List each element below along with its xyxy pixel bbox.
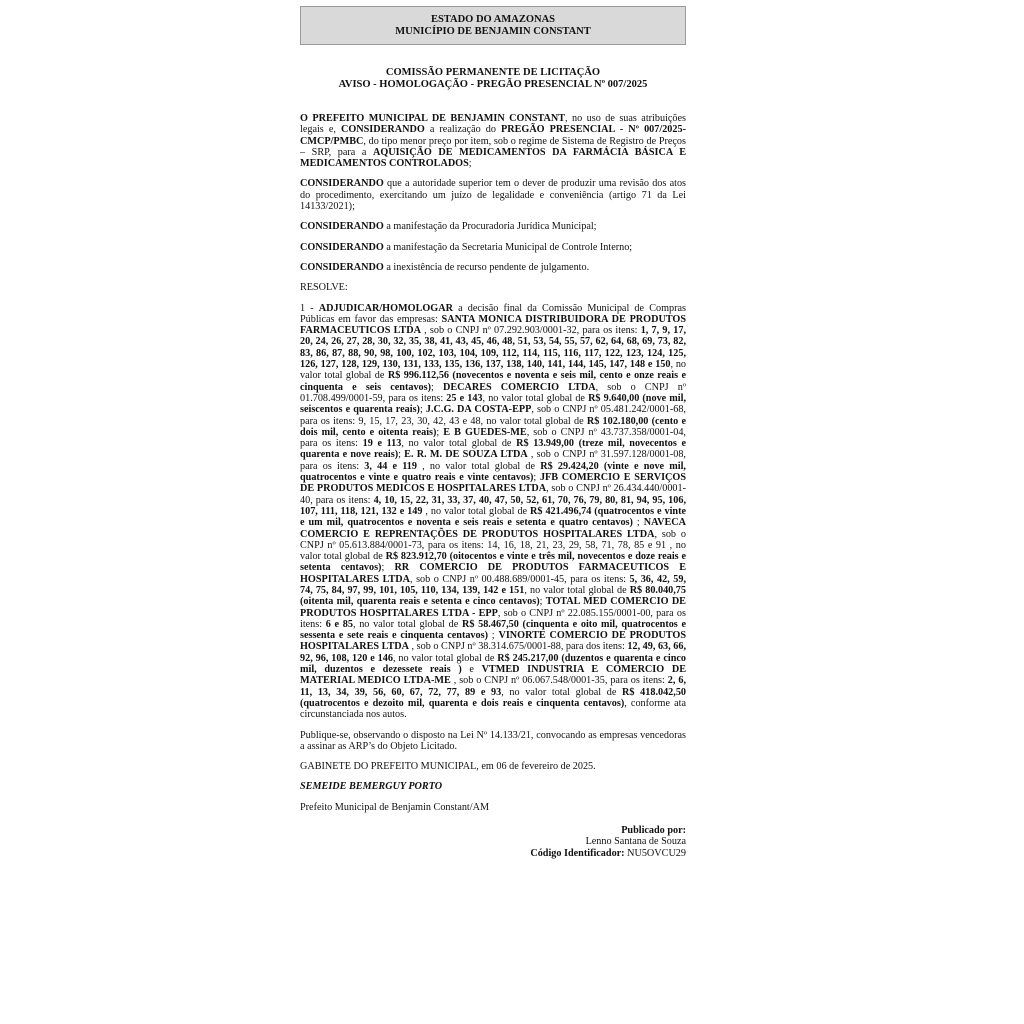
- intro-t4: ;: [468, 158, 472, 170]
- publication-code-line: [300, 848, 686, 859]
- adjudicar-bold-segment: E. R. M. DE SOUZA LTDA: [404, 449, 528, 461]
- adjudicar-text-segment: , sob o CNPJ nº 26.434.440/0001-40, para os itens:: [300, 483, 686, 506]
- publication-code-label: Código Identificador:: [530, 847, 625, 859]
- adjudicar-bold-segment: TOTAL MED COMERCIO DE PRODUTOS HOSPITALARES LTDA - EPP: [300, 596, 686, 619]
- adjudicar-text-segment: e: [461, 664, 482, 676]
- adjudicar-text-segment: a decisão final da Comissão Municipal de Compras Públicas em favor das empresas:: [300, 302, 686, 325]
- adjudicar-bold-segment: 5, 36, 42, 59, 74, 75, 84, 97, 99, 101, 105, 110, 134, 139, 142 e 151: [300, 573, 687, 596]
- adjudicar-text-segment: , no valor total global de: [401, 438, 517, 450]
- adjudicar-text-segment: ;: [539, 596, 546, 608]
- adjudicar-text-segment: ;: [436, 426, 444, 438]
- considerando-paragraph: [300, 262, 686, 273]
- adjudicar-text-segment: , no valor total global de: [416, 460, 541, 472]
- adjudicar-bold-segment: 3, 44 e 119: [364, 460, 417, 472]
- adjudicar-bold-segment: NAVECA COMERCIO E REPRENTAÇÕES DE PRODUTOS HOSPITALARES LTDA: [300, 517, 686, 540]
- considerando-paragraph: [300, 242, 686, 253]
- adjudicar-text-segment: , no valor total global de: [501, 686, 623, 698]
- intro-t1: , no uso de suas atribuições legais e,: [300, 113, 686, 136]
- adjudicar-bold-segment: J.C.G. DA COSTA-EPP: [425, 404, 532, 416]
- adjudicar-bold-segment: 2, 6, 11, 13, 34, 39, 56, 60, 67, 72, 77, 89 e 93: [300, 675, 687, 698]
- adjudicar-text-segment: , sob o CNPJ nº 07.292.903/0001-32, para os itens:: [420, 325, 641, 337]
- considerando-text: a manifestação da Procuradoria Jurídica Municipal;: [383, 221, 597, 233]
- adjudicar-bold-segment: R$ 13.949,00 (treze mil, novecentos e quarenta e nove reais): [300, 438, 686, 461]
- considerando-text: a manifestação da Secretaria Municipal de Controle Interno;: [383, 241, 633, 253]
- title-notice: AVISO - HOMOLOGAÇÃO - PREGÃO PRESENCIAL Nº 007/2025: [338, 79, 648, 90]
- adjudicar-bold-segment: SANTA MONICA DISTRIBUIDORA DE PRODUTOS FARMACEUTICOS LTDA: [300, 313, 687, 337]
- adjudicar-text-segment: , sob o CNPJ nº 05.613.884/0001-73, para os itens: 14, 16, 18, 21, 23, 29, 58, 71, 78, 85 e 91 , no valor total global de: [300, 528, 686, 563]
- title-commission: COMISSÃO PERMANENTE DE LICITAÇÃO: [385, 67, 601, 78]
- adjudicar-bold-segment: 12, 49, 63, 66, 92, 96, 108, 120 e 146: [300, 641, 686, 664]
- intro-b2: CONSIDERANDO: [340, 124, 425, 136]
- adjudicar-text-segment: , sob o CNPJ nº 05.481.242/0001-68, para os itens: 9, 15, 17, 23, 30, 42, 43 e 48, no valor total global de: [300, 404, 686, 427]
- adjudicar-text-segment: ;: [398, 449, 405, 461]
- adjudicar-bold-segment: 25 e 143: [446, 392, 483, 404]
- signature-name: SEMEIDE BEMERGUY PORTO: [300, 781, 443, 793]
- adjudicar-paragraph: [300, 303, 686, 721]
- adjudicar-text-segment: 1 -: [300, 302, 319, 314]
- considerando-text: que a autoridade superior tem o dever de produzir uma revisão dos atos do procedimento, exercitando um juízo de legalidade e conveniência (artigo 71 da Lei 14133/2021);: [300, 178, 686, 213]
- document-header: [300, 6, 686, 45]
- adjudicar-bold-segment: ADJUDICAR/HOMOLOGAR: [318, 302, 453, 314]
- adjudicar-text-segment: , no valor total global de: [482, 392, 589, 404]
- considerando-label: CONSIDERANDO: [300, 261, 384, 273]
- adjudicar-text-segment: , no valor total global de: [352, 618, 462, 630]
- adjudicar-text-segment: , sob o CNPJ nº 31.597.128/0001-08, para os itens:: [300, 449, 686, 472]
- adjudicar-text-segment: ;: [381, 562, 395, 574]
- adjudicar-text-segment: , sob o CNPJ nº 38.314.675/0001-88, para dos itens:: [409, 641, 628, 653]
- adjudicar-text-segment: , no valor total global de: [524, 584, 630, 596]
- adjudicar-bold-segment: R$ 823.912,70 (oitocentos e vinte e três mil, novecentos e doze reais e setenta centavos): [300, 551, 687, 574]
- publication-label: Publicado por:: [621, 825, 686, 837]
- adjudicar-text-segment: , no valor total global de: [422, 505, 531, 517]
- intro-b4: AQUISIÇÃO DE MEDICAMENTOS DA FARMÁCIA BÁSICA E MEDICAMENTOS CONTROLADOS: [300, 146, 686, 170]
- adjudicar-bold-segment: R$ 58.467,50 (cinquenta e oito mil, quatrocentos e sessenta e sete reais e cinquenta centavos): [300, 618, 686, 642]
- adjudicar-bold-segment: R$ 421.496,74 (quatrocentos e vinte e um mil, quatrocentos e noventa e seis reais e setenta e quatro centavos): [300, 505, 687, 529]
- adjudicar-text-segment: , sob o CNPJ nº 43.737.358/0001-04, para os itens:: [300, 426, 686, 450]
- intro-t3: , do tipo menor preço por item, sob o regime de Sistema de Registro de Preços – SRP, para a: [300, 135, 686, 158]
- adjudicar-bold-segment: R$ 996.112,56 (novecentos e noventa e seis mil, cento e onze reais e cinquenta e seis centavos): [300, 370, 686, 393]
- adjudicar-text-segment: , sob o CNPJ nº 01.708.499/0001-59, para os itens:: [300, 381, 686, 404]
- adjudicar-bold-segment: R$ 29.424,20 (vinte e nove mil, quatrocentos e vinte e quatro reais e vinte centavos): [300, 460, 686, 484]
- publication-name: Lenno Santana de Souza: [585, 836, 686, 848]
- intro-t2: a realização do: [424, 124, 502, 136]
- adjudicar-bold-segment: R$ 418.042,50 (quatrocentos e dezoito mil, quarenta e dois reais e cinquenta centavos): [300, 686, 687, 709]
- considerando-paragraph: [300, 221, 686, 232]
- intro-b1: O PREFEITO MUNICIPAL DE BENJAMIN CONSTANT: [300, 113, 566, 124]
- intro-paragraph: [300, 113, 686, 169]
- adjudicar-text-segment: , no valor total global de: [392, 652, 498, 664]
- adjudicar-bold-segment: VTMED INDUSTRIA E COMERCIO DE MATERIAL MEDICO LTDA-ME: [300, 664, 686, 687]
- gabinete-line: GABINETE DO PREFEITO MUNICIPAL, em 06 de fevereiro de 2025.: [300, 761, 596, 773]
- adjudicar-text-segment: ;: [533, 472, 540, 484]
- adjudicar-text-segment: , conforme ata circunstanciada nos autos.: [300, 697, 686, 721]
- adjudicar-bold-segment: R$ 9.640,00 (nove mil, seiscentos e quarenta reais): [300, 392, 686, 416]
- publication-code: NU5OVCU29: [627, 847, 686, 859]
- adjudicar-bold-segment: E B GUEDES-ME: [443, 426, 527, 438]
- considerando-paragraph: [300, 178, 686, 212]
- adjudicar-bold-segment: 4, 10, 15, 22, 31, 33, 37, 40, 47, 50, 52, 61, 70, 76, 79, 80, 81, 94, 95, 106, 107, 111, 118, 121, 132 e 149: [300, 494, 686, 517]
- intro-b3: PREGÃO PRESENCIAL - Nº 007/2025-CMCP/PMBC: [300, 124, 686, 147]
- considerando-label: CONSIDERANDO: [300, 221, 384, 233]
- adjudicar-text-segment: , no valor total global de: [300, 359, 687, 382]
- adjudicar-text-segment: , sob o CNPJ nº 22.085.155/0001-00, para os itens:: [300, 607, 686, 630]
- publication-block: [300, 825, 686, 859]
- header-state: ESTADO DO AMAZONAS: [430, 14, 556, 25]
- adjudicar-bold-segment: R$ 245.217,00 (duzentos e quarenta e cinco mil, duzentos e dezessete reais ): [300, 652, 686, 676]
- adjudicar-bold-segment: RR COMERCIO DE PRODUTOS FARMACEUTICOS E HOSPITALARES LTDA: [300, 562, 686, 585]
- adjudicar-bold-segment: R$ 102.180,00 (cento e dois mil, cento e oitenta reais): [300, 415, 686, 438]
- signature-role: Prefeito Municipal de Benjamin Constant/AM: [300, 801, 490, 813]
- adjudicar-bold-segment: JFB COMERCIO E SERVIÇOS DE PRODUTOS MEDICOS E HOSPITALARES LTDA: [300, 472, 686, 495]
- considerando-text: a inexistência de recurso pendente de julgamento.: [383, 261, 590, 273]
- considerando-label: CONSIDERANDO: [300, 178, 384, 190]
- header-municipality: MUNICÍPIO DE BENJAMIN CONSTANT: [395, 26, 591, 37]
- adjudicar-bold-segment: VINORTE COMERCIO DE PRODUTOS HOSPITALARES LTDA: [300, 630, 686, 653]
- adjudicar-text-segment: ;: [419, 404, 426, 416]
- considerando-label: CONSIDERANDO: [300, 241, 384, 253]
- adjudicar-text-segment: ;: [487, 630, 499, 642]
- adjudicar-bold-segment: 1, 7, 9, 17, 20, 24, 26, 27, 28, 30, 32, 35, 38, 41, 43, 45, 46, 48, 51, 53, 54, 55, 57, 62, 64, 68, 69, 73, 82, 83, 86, 87, 88, 90, 98, 100, 102, 103, 104, 109, 112, 114, 115, 116, 117, 122, 123, 124, 125, 126, 127, 128, 129, 130, 131, 133, 135, 136, 137, 138, 140, 141, 144, 145, 147, 148 e 150: [300, 325, 686, 371]
- publique-paragraph: Publique-se, observando o disposto na Lei Nº 14.133/21, convocando as empresas vencedoras a assinar as ARP’s do Objeto Licitado.: [300, 729, 686, 752]
- adjudicar-bold-segment: 6 e 85: [325, 618, 353, 630]
- document-column: [300, 6, 686, 859]
- resolve-label: RESOLVE:: [300, 282, 348, 294]
- adjudicar-text-segment: ;: [632, 517, 644, 529]
- adjudicar-text-segment: , sob o CNPJ nº 00.488.689/0001-45, para os itens:: [409, 573, 630, 585]
- adjudicar-bold-segment: R$ 80.040,75 (oitenta mil, quarenta reais e setenta e cinco centavos): [300, 584, 686, 608]
- adjudicar-text-segment: ;: [430, 381, 443, 393]
- document-title: [300, 67, 686, 91]
- adjudicar-text-segment: , sob o CNPJ nº 06.067.548/0001-35, para os itens:: [450, 675, 668, 687]
- adjudicar-bold-segment: 19 e 113: [362, 438, 402, 450]
- adjudicar-bold-segment: DECARES COMERCIO LTDA: [442, 381, 596, 393]
